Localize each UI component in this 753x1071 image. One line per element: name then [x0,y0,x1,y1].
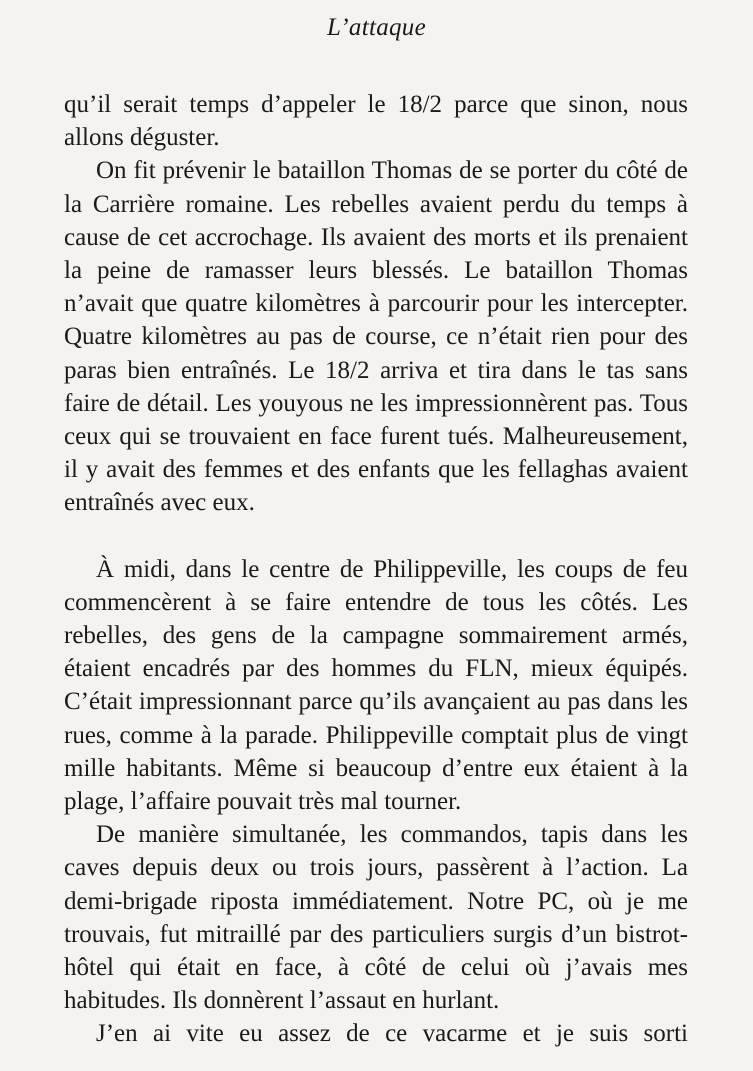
body-text [64,88,688,1051]
paragraph: On fit prévenir le bataillon Thomas de se porter du côté de la Carrière romaine. Les rebelles avaient perdu du temps à cause de cet accrochage. Ils avaient des morts et ils prenaient la peine de ramasser leurs blessés. Le bataillon Thomas n’avait que quatre kilomètres à parcourir pour les intercepter. Quatre kilomètres au pas de course, ce n’était rien pour des paras bien entraînés. Le 18/2 arriva et tira dans le tas sans faire de détail. Les youyous ne les impressionnèrent pas. Tous ceux qui se trouvaient en face furent tués. Malheureusement, il y avait des femmes et des enfants que les fellaghas avaient entraînés avec eux. [64,157,688,517]
paragraph-last-line: J’en ai vite eu assez de ce vacarme et je suis sorti [96,1020,688,1048]
paragraph-continuation: qu’il serait temps d’appeler le 18/2 parce que sinon, nous allons déguster. [64,91,688,152]
running-head: L’attaque [327,14,426,41]
paragraph: De manière simultanée, les commandos, tapis dans les caves depuis deux ou trois jours, passèrent à l’action. La demi-brigade riposta immédiatement. Notre PC, où je me trouvais, fut mitraillé par des particuliers surgis d’un bistrot-hôtel qui était en face, à côté de celui où j’avais mes habitudes. Ils donnèrent l’assaut en hurlant. [64,821,688,1015]
paragraph-section-start: À midi, dans le centre de Philippeville, les coups de feu commencèrent à se faire entendre de tous les côtés. Les rebelles, des gens de la campagne sommairement armés, étaient encadrés par des hommes du FLN, mieux équipés. C’était impressionnant parce qu’ils avançaient au pas dans les rues, comme à la parade. Philippeville comptait plus de vingt mille habitants. Même si beaucoup d’entre eux étaient à la plage, l’affaire pouvait très mal tourner. [64,555,688,816]
